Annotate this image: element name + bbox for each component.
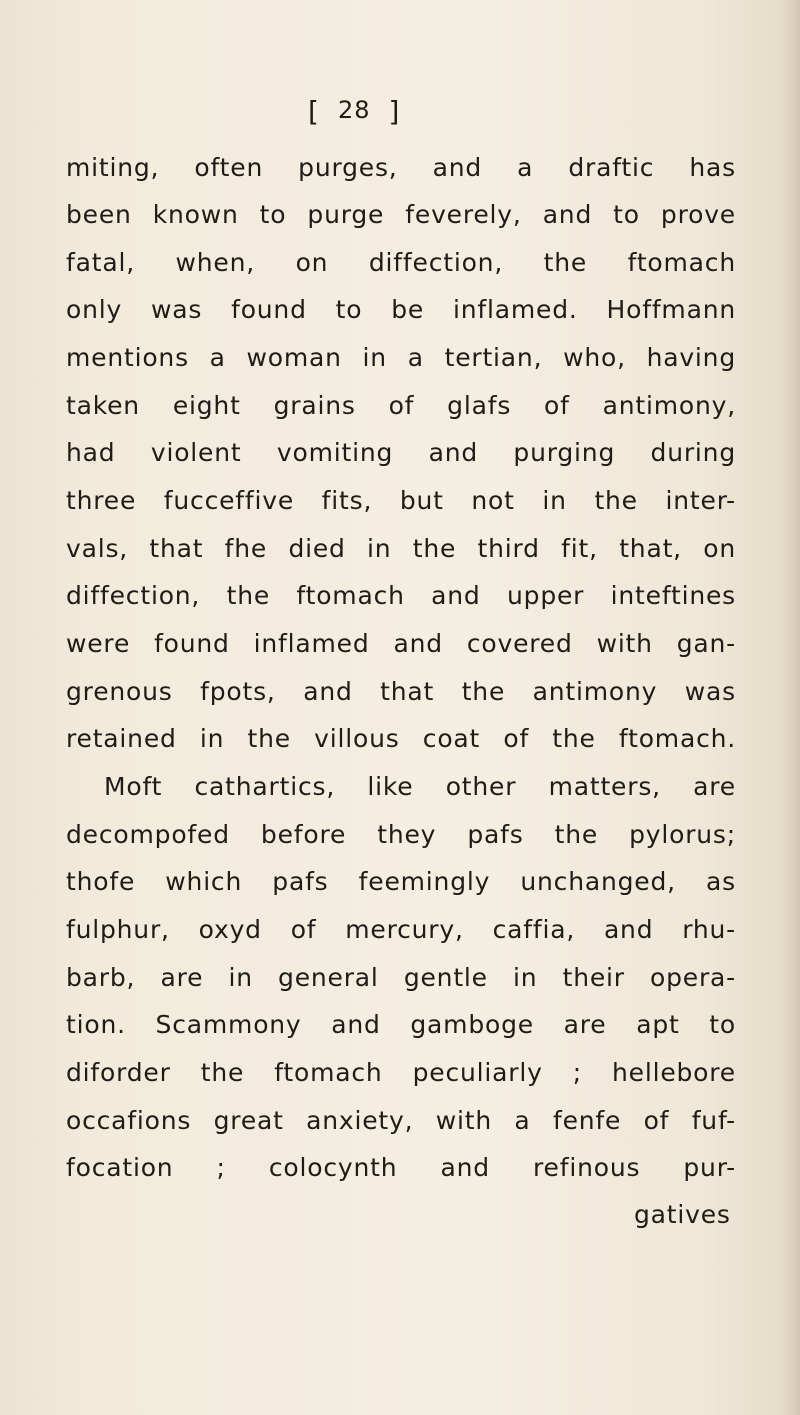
text-line-12: grenous fpots, and that the antimony was (66, 677, 736, 706)
header-right-bracket: ] (388, 95, 401, 128)
text-line-22: focation ; colocynth and refinous pur- (66, 1153, 736, 1182)
page-edge-shadow (782, 0, 800, 1415)
text-line-19: tion. Scammony and gamboge are apt to (66, 1010, 736, 1039)
text-line-10: diffection, the ftomach and upper inteftines (66, 581, 736, 610)
text-line-5: mentions a woman in a tertian, who, having (66, 343, 736, 372)
text-line-7: had violent vomiting and purging during (66, 438, 736, 467)
text-line-11: were found inflamed and covered with gan- (66, 629, 736, 658)
text-line-2: been known to purge feverely, and to prove (66, 200, 736, 229)
text-line-14: Moft cathartics, like other matters, are (104, 772, 736, 801)
page-number: 28 (337, 96, 371, 124)
text-line-17: fulphur, oxyd of mercury, caffia, and rhu- (66, 915, 736, 944)
text-line-8: three fucceffive fits, but not in the inter- (66, 486, 736, 515)
catchword: gatives (634, 1200, 731, 1229)
text-line-21: occafions great anxiety, with a fenfe of fuf- (66, 1106, 736, 1135)
header-left-bracket: [ (308, 95, 320, 128)
page-header (308, 92, 428, 132)
text-line-6: taken eight grains of glafs of antimony, (66, 391, 736, 420)
text-line-18: barb, are in general gentle in their opera- (66, 963, 736, 992)
text-line-1: miting, often purges, and a draftic has (66, 153, 736, 182)
text-line-15: decompofed before they pafs the pylorus; (66, 820, 736, 849)
text-line-9: vals, that fhe died in the third fit, that, on (66, 534, 736, 563)
text-line-4: only was found to be inflamed. Hoffmann (66, 295, 736, 324)
text-line-3: fatal, when, on diffection, the ftomach (66, 248, 736, 277)
text-line-16: thofe which pafs feemingly unchanged, as (66, 867, 736, 896)
text-line-13: retained in the villous coat of the ftomach. (66, 724, 736, 753)
text-line-20: diforder the ftomach peculiarly ; hellebore (66, 1058, 736, 1087)
